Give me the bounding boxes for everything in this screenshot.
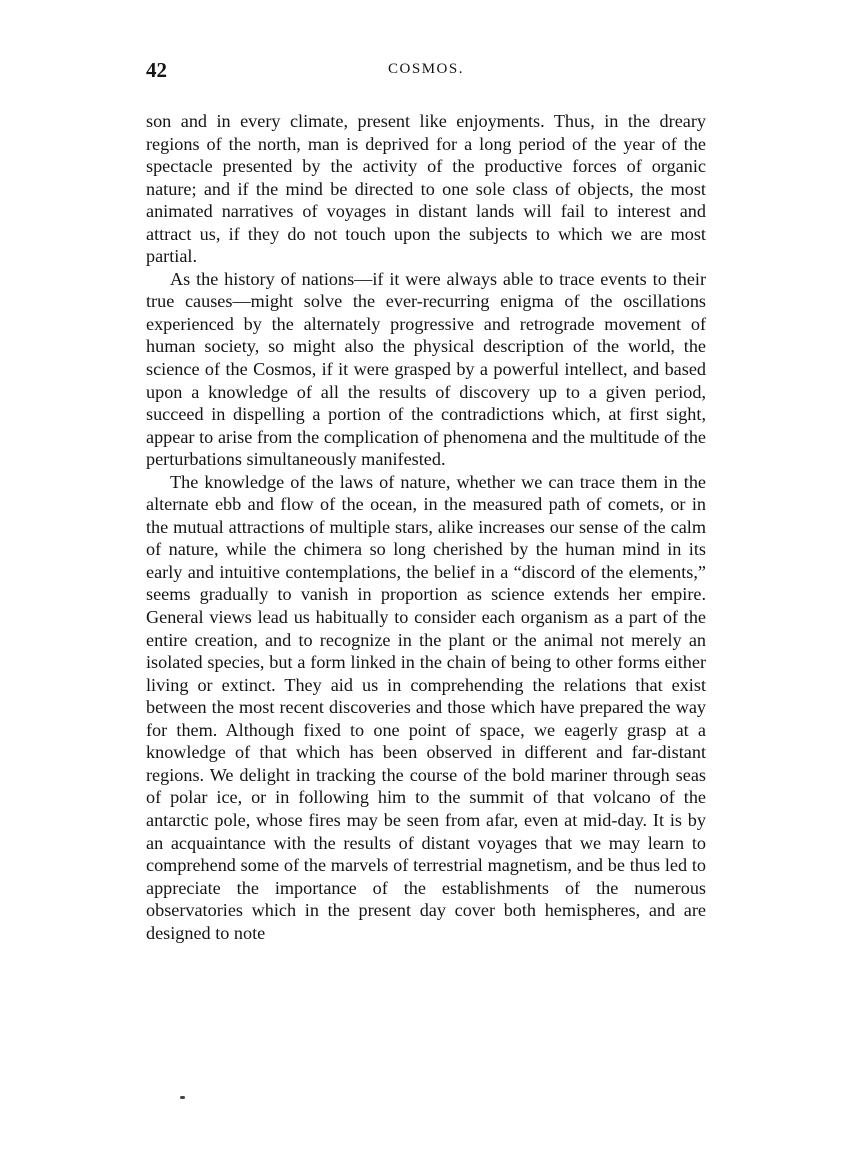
running-title: COSMOS. <box>388 61 464 77</box>
book-page <box>146 58 706 944</box>
running-head <box>146 58 706 88</box>
ink-mark <box>180 1096 185 1099</box>
paragraph-continued: son and in every climate, present like enjoyments. Thus, in the dreary regions of the north, man is deprived for a long period of the year of the spectacle presented by the activity of the productive forces of organic nature; and if the mind be directed to one sole class of objects, the most animated narratives of voyages in distant lands will fail to interest and attract us, if they do not touch upon the subjects to which we are most partial. <box>146 111 706 267</box>
paragraph-history-of-nations: As the history of nations—if it were always able to trace events to their true causes—might solve the ever-recurring enigma of the oscillations experienced by the alternately progressive and retrograde movement of human society, so might also the physical description of the world, the science of the Cosmos, if it were grasped by a powerful intellect, and based upon a knowledge of all the results of discovery up to a given period, succeed in dispelling a portion of the contradictions which, at first sight, appear to arise from the complication of phenomena and the multitude of the perturbations simultaneously manifested. <box>146 268 706 470</box>
paragraph-laws-of-nature: The knowledge of the laws of nature, whether we can trace them in the alternate ebb and flow of the ocean, in the measured path of comets, or in the mutual attractions of multiple stars, alike increases our sense of the calm of nature, while the chimera so long cherished by the human mind in its early and intuitive contemplations, the belief in a “discord of the elements,” seems gradually to vanish in proportion as science extends her empire. General views lead us habitually to consider each organism as a part of the entire creation, and to recognize in the plant or the animal not merely an isolated species, but a form linked in the chain of being to other forms either living or extinct. They aid us in comprehending the relations that exist between the most recent discoveries and those which have prepared the way for them. Although fixed to one point of space, we eagerly grasp at a knowledge of that which has been observed in different and far-distant regions. We delight in tracking the course of the bold mariner through seas of polar ice, or in following him to the summit of that volcano of the antarctic pole, whose fires may be seen from afar, even at mid-day. It is by an acquaintance with the results of distant voyages that we may learn to comprehend some of the marvels of terrestrial magnetism, and be thus led to appreciate the importance of the establishments of the numerous observatories which in the present day cover both hemispheres, and are designed to note <box>146 471 706 943</box>
page-number: 42 <box>146 58 167 82</box>
